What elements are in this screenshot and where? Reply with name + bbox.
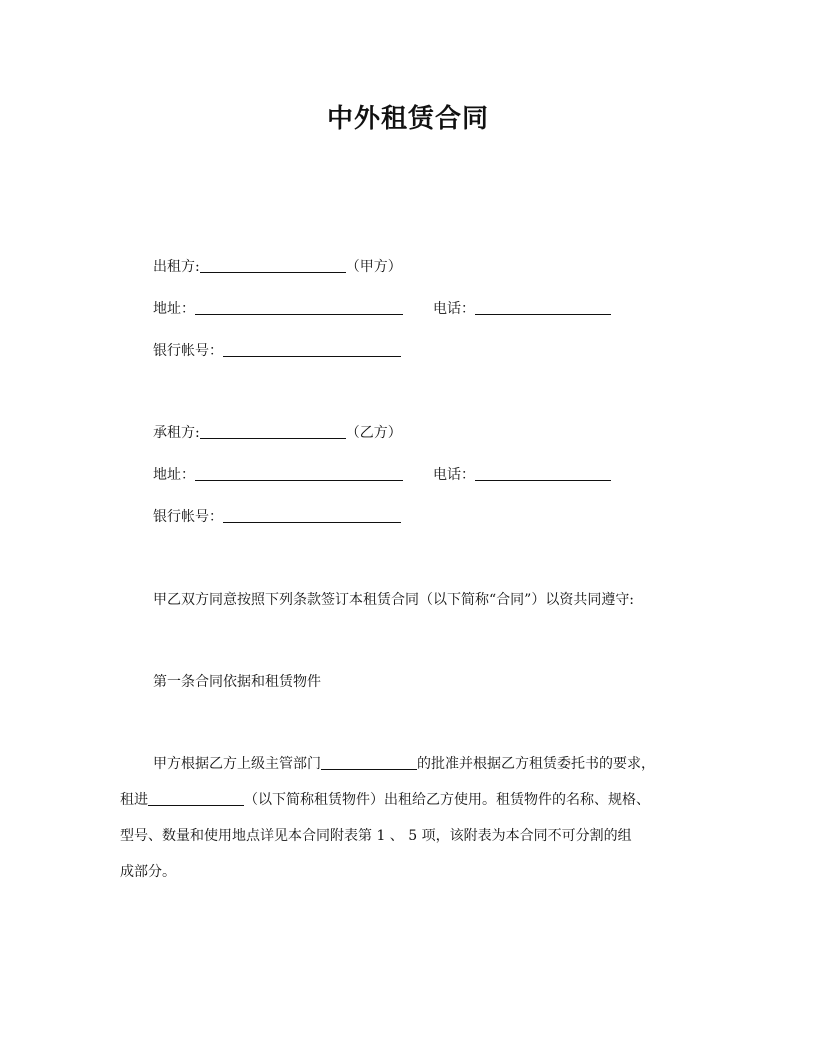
- lessor-phone-label: 电话：: [433, 301, 475, 317]
- article-1-line-3: 型号、数量和使用地点详见本合同附表第 1 、 5 项，该附表为本合同不可分割的组: [120, 828, 632, 844]
- article-1-text-1b: 的批准并根据乙方租赁委托书的要求，: [417, 756, 655, 772]
- lessee-phone-blank[interactable]: [475, 464, 611, 481]
- lessee-address-label: 地址：: [153, 467, 195, 483]
- lessor-name-line: [153, 256, 402, 278]
- article-1-heading: 第一条合同依据和租赁物件: [153, 674, 321, 690]
- lessor-bank-label: 银行帐号：: [153, 343, 223, 359]
- article-1-line-2: [120, 782, 720, 818]
- lessor-phone-line: [433, 298, 611, 320]
- lessee-label: 承租方:: [153, 425, 200, 441]
- document-title: 中外租赁合同: [326, 104, 489, 134]
- lessee-address-blank[interactable]: [195, 464, 403, 481]
- leased-item-blank[interactable]: [148, 789, 244, 806]
- lessee-bank-blank[interactable]: [223, 506, 401, 523]
- lessor-label: 出租方:: [153, 259, 200, 275]
- lessor-bank-blank[interactable]: [223, 340, 401, 357]
- lessor-suffix: （甲方）: [345, 259, 402, 275]
- lessor-address-blank[interactable]: [195, 298, 403, 315]
- lessee-name-line: [153, 422, 402, 444]
- article-1-text-1a: 甲方根据乙方上级主管部门: [153, 756, 321, 772]
- article-1-paragraph: [120, 746, 720, 890]
- lessee-bank-line: [153, 506, 401, 528]
- article-1-text-2a: 租进: [120, 792, 148, 808]
- article-1-line-1: [120, 746, 720, 782]
- lessee-name-blank[interactable]: [200, 422, 346, 439]
- lessor-bank-line: [153, 340, 401, 362]
- lessor-name-blank[interactable]: [200, 256, 346, 273]
- lessee-address-line: [153, 464, 403, 486]
- lessor-phone-blank[interactable]: [475, 298, 611, 315]
- approval-department-blank[interactable]: [321, 753, 417, 770]
- lessee-suffix: （乙方）: [345, 425, 402, 441]
- lessee-phone-label: 电话：: [433, 467, 475, 483]
- contract-intro: 甲乙双方同意按照下列条款签订本租赁合同（以下简称“合同”）以资共同遵守:: [153, 592, 635, 608]
- lessee-phone-line: [433, 464, 611, 486]
- article-1-text-2b: （以下简称租赁物件）出租给乙方使用。租赁物件的名称、规格、: [244, 792, 650, 808]
- lessor-address-label: 地址：: [153, 301, 195, 317]
- article-1-line-4: 成部分。: [120, 864, 176, 880]
- lessee-bank-label: 银行帐号：: [153, 509, 223, 525]
- lessor-address-line: [153, 298, 403, 320]
